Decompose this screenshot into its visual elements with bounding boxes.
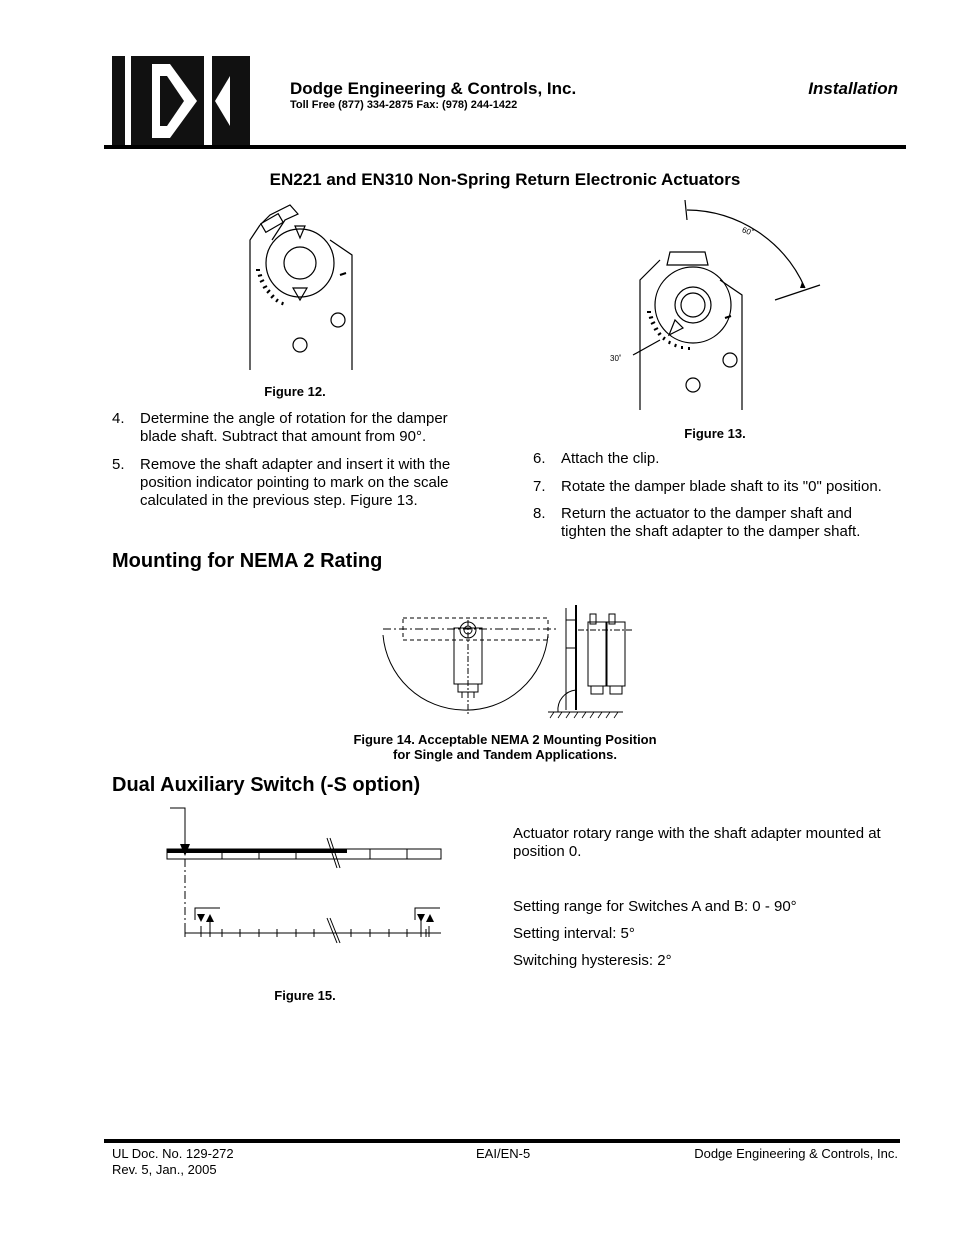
step-5 [112,456,472,512]
figure-14-caption [300,732,710,762]
company-logo [112,56,250,146]
step-number: 6. [533,450,546,467]
footer-page-number: EAI/EN-5 [476,1146,531,1161]
figure-14-caption-line2: for Single and Tandem Applications. [393,747,617,762]
footer-rule [104,1139,900,1143]
step-8 [533,505,903,545]
figure-14-drawing [378,600,633,720]
figure-15-drawing [165,808,445,943]
step-number: 4. [112,410,125,427]
rotary-range-line1: Actuator rotary range with the shaft adapter mounted at [513,825,881,842]
figure-12-caption: Figure 12. [264,384,326,399]
figure-13-caption: Figure 13. [684,426,746,441]
step-line: tighten the shaft adapter to the damper shaft. [561,523,861,540]
section-heading-aux: Dual Auxiliary Switch (-S option) [112,774,421,796]
step-line: Remove the shaft adapter and insert it with the [140,456,451,473]
section-tag: Installation [808,79,898,98]
step-4 [112,410,472,450]
step-line: blade shaft. Subtract that amount from 90°. [140,428,427,445]
company-name: Dodge Engineering & Controls, Inc. [290,79,577,98]
figure-14-caption-line1: Figure 14. Acceptable NEMA 2 Mounting Position [353,732,657,747]
footer-doc-info [112,1146,234,1178]
section-heading-nema: Mounting for NEMA 2 Rating [112,550,383,572]
setting-range-text: Setting range for Switches A and B: 0 - 90° [513,898,797,915]
figure-12-drawing [240,200,360,375]
step-number: 7. [533,478,546,495]
step-line: calculated in the previous step. Figure 13. [140,492,418,509]
step-7 [533,478,903,498]
step-6 [533,450,903,470]
hysteresis-text: Switching hysteresis: 2° [513,952,672,969]
rotary-range-text [513,825,913,861]
step-line: Attach the clip. [561,450,660,467]
step-number: 8. [533,505,546,522]
document-title: EN221 and EN310 Non-Spring Return Electronic Actuators [269,170,741,189]
step-line: position indicator pointing to mark on the scale [140,474,449,491]
figure-13-drawing [605,200,825,415]
figure-13-angle-30: 30˚ [610,354,622,363]
rotary-range-line2: position 0. [513,843,582,860]
step-number: 5. [112,456,125,473]
footer-doc-number: UL Doc. No. 129-272 [112,1146,234,1161]
figure-13-angle-60: 60˚ [740,225,755,238]
contact-info: Toll Free (877) 334-2875 Fax: (978) 244-1422 [290,99,518,111]
header-rule [104,145,906,149]
step-line: Determine the angle of rotation for the damper [140,410,448,427]
step-line: Return the actuator to the damper shaft and [561,505,853,522]
footer-revision: Rev. 5, Jan., 2005 [112,1162,217,1177]
figure-15-caption: Figure 15. [274,988,336,1003]
footer-company: Dodge Engineering & Controls, Inc. [694,1146,898,1161]
setting-interval-text: Setting interval: 5° [513,925,635,942]
step-line: Rotate the damper blade shaft to its "0" position. [561,478,882,495]
